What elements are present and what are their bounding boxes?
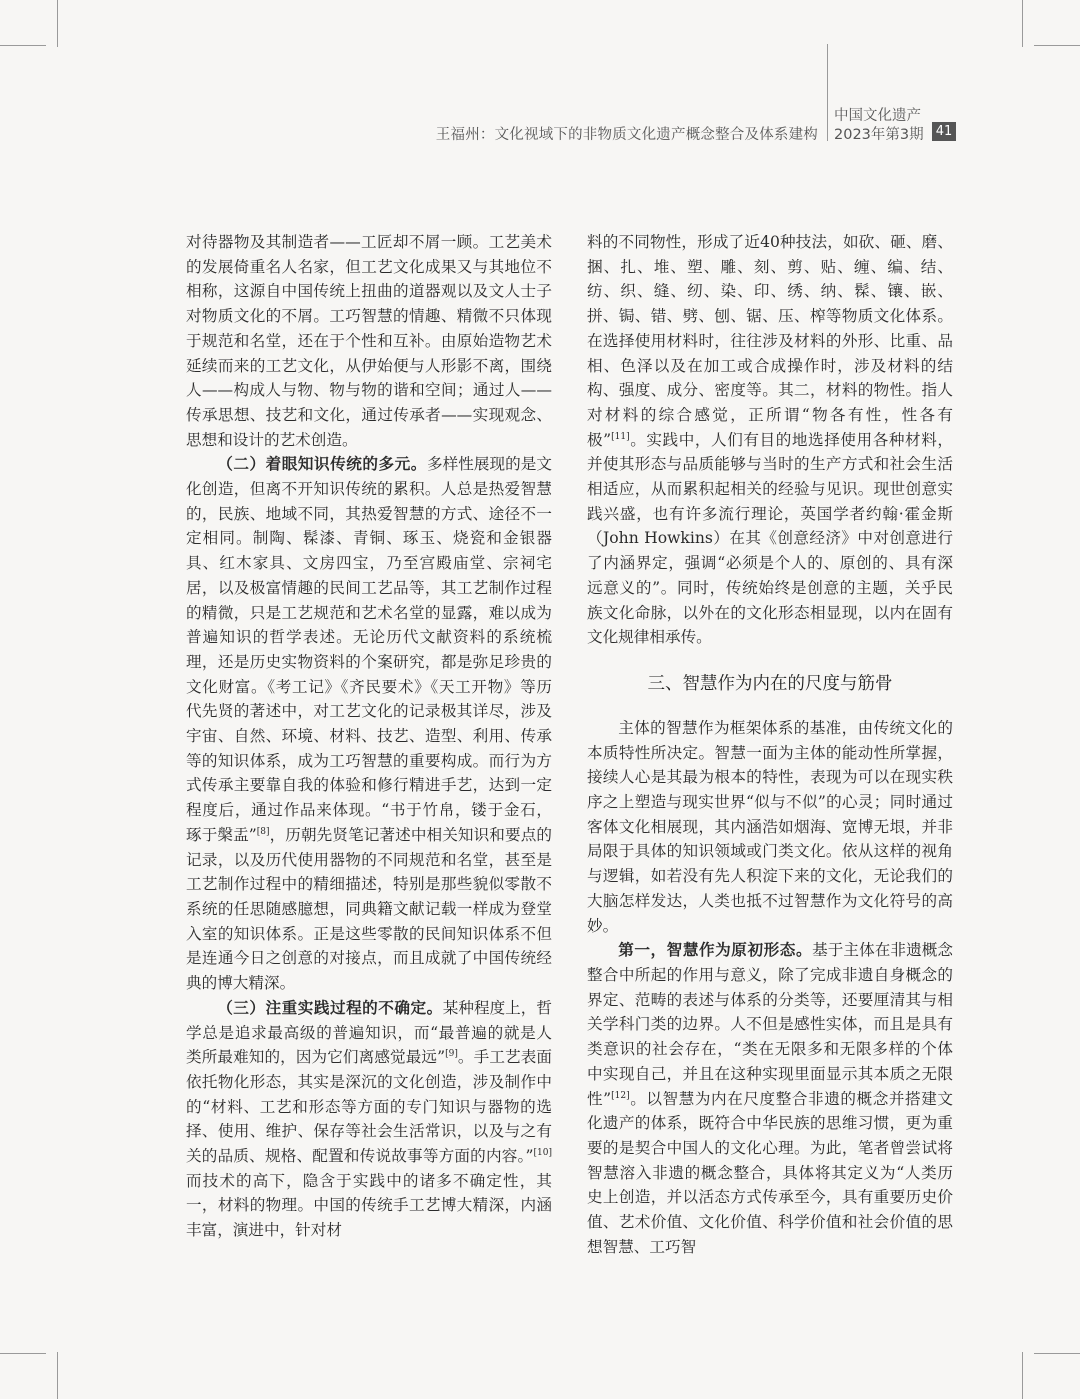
paragraph: 对待器物及其制造者——工匠却不屑一顾。工艺美术的发展倚重名人名家，但工艺文化成果又与其地位不相称，这源自中国传统上扭曲的道器观以及文人士子对物质文化的不屑。工巧智慧的情趣、精微不只体现于规范和名堂，还在于个性和互补。由原始造物艺术延续而来的工艺文化，从伊始便与人形影不离，围绕人——构成人与物、物与物的谐和空间；通过人——传承思想、技艺和文化，通过传承者——实现观念、思想和设计的艺术创造。 bbox=[186, 233, 552, 449]
right-column bbox=[587, 230, 953, 1259]
paragraph-text: ，历朝先贤笔记著述中相关知识和要点的记录，以及历代使用器物的不同规范和名堂，甚至是工艺制作过程中的精细描述，特别是那些貌似零散不系统的任思随感臆想，同典籍文献记载一样成为登堂入室的知识体系。正是这些零散的民间知识体系不但是连通今日之创意的对接点，而且成就了中国传统经典的博大精深。 bbox=[186, 825, 552, 993]
paragraph-text: 。实践中，人们有目的地选择使用各种材料，并使其形态与品质能够与当时的生产方式和社会生活相适应，从而累积起相关的经验与见识。现世创意实践兴盛，也有许多流行理论，英国学者约翰·霍金斯（John Howkins）在其《创意经济》中对创意进行了内涵界定，强调“必须是个人的、原创的、具有深远意义的”。同时，传统始终是创意的主题，关乎民族文化命脉，以外在的文化形态相显现，以内在固有文化规律相承传。 bbox=[587, 430, 953, 647]
subheading-lead: （三）注重实践过程的不确定。 bbox=[217, 997, 443, 1017]
paragraph-text: 料的不同物性，形成了近40种技法，如砍、砸、磨、捆、扎、堆、塑、雕、刻、剪、贴、缠、编、结、纺、织、缝、纫、染、印、绣、纳、髹、镶、嵌、拼、锔、错、劈、刨、锯、压、榨等物质文化体系。在选择使用材料时，往往涉及材料的外形、比重、品相、色泽以及在加工或合成操作时，涉及材料的结构、强度、成分、密度等。其二，材料的物性。指人对材料的综合感觉，正所谓“物各有性，性各有极” bbox=[587, 233, 953, 449]
page-number: 41 bbox=[932, 122, 956, 141]
paragraph bbox=[587, 938, 953, 1259]
header-divider bbox=[827, 44, 828, 141]
issue-label: 2023年第3期 bbox=[834, 127, 924, 143]
citation-ref[interactable]: [10] bbox=[533, 1148, 552, 1159]
left-column bbox=[186, 230, 552, 1243]
section-heading: 三、智慧作为内在的尺度与筋骨 bbox=[647, 673, 893, 694]
crop-mark-top-right-v bbox=[1022, 0, 1023, 47]
paragraph bbox=[186, 996, 552, 1243]
paragraph-text: 某种程度上，哲学总是追求最高级的普遍知识，而“最普遍的就是人类所最难知的，因为它们离感觉最远” bbox=[186, 998, 552, 1067]
crop-mark-bottom-right-h bbox=[1034, 1353, 1080, 1354]
paragraph bbox=[587, 230, 953, 650]
subheading-lead: （二）着眼知识传统的多元。 bbox=[217, 454, 427, 474]
subheading-lead: 第一，智慧作为原初形态。 bbox=[618, 940, 813, 960]
journal-name: 中国文化遗产 bbox=[834, 108, 921, 124]
paragraph-text: 。手工艺表面依托物化形态，其实是深沉的文化创造，涉及制作中的“材料、工艺和形态等方面的专门知识与器物的选择、使用、维护、保存等社会生活常识，以及与之有关的品质、规格、配置和传说故事等方面的内容。” bbox=[186, 1048, 552, 1166]
paragraph-text: 基于主体在非遗概念整合中所起的作用与意义，除了完成非遗自身概念的界定、范畴的表述与体系的分类等，还要厘清其与相关学科门类的边界。人不但是感性实体，而且是具有类意识的社会存在，“类在无限多和无限多样的个体中实现自己，并且在这种实现里面显示其本质之无限性” bbox=[587, 941, 953, 1108]
paragraph-text: 而技术的高下，隐含于实践中的诸多不确定性，其一，材料的物理。中国的传统手工艺博大精深，内涵丰富，演进中，针对材 bbox=[186, 1171, 552, 1240]
crop-mark-bottom-left-h bbox=[0, 1353, 46, 1354]
crop-mark-top-left-h bbox=[0, 45, 46, 46]
crop-mark-bottom-right-v bbox=[1022, 1352, 1023, 1399]
crop-mark-bottom-left-v bbox=[57, 1352, 58, 1399]
citation-ref[interactable]: [8] bbox=[256, 826, 270, 837]
paragraph: 主体的智慧作为框架体系的基准，由传统文化的本质特性所决定。智慧一面为主体的能动性所掌握，接续人心是其最为根本的特性，表现为可以在现实秩序之上塑造与现实世界“似与不似”的心灵；同时通过客体文化相展现，其内涵浩如烟海、宽博无垠，并非局限于具体的知识领域或门类文化。依从这样的视角与逻辑，如若没有先人积淀下来的文化，无论我们的大脑怎样发达，人类也抵不过智慧作为文化符号的高妙。 bbox=[587, 718, 953, 935]
crop-mark-top-left-v bbox=[57, 0, 58, 47]
paragraph-text: 多样性展现的是文化创造，但离不开知识传统的累积。人总是热爱智慧的，民族、地域不同，其热爱智慧的方式、途径不一定相同。制陶、髹漆、青铜、琢玉、烧瓷和金银器具、红木家具、文房四宝，乃至宫殿庙堂、宗祠宅居，以及极富情趣的民间工艺品等，其工艺制作过程的精微，只是工艺规范和艺术名堂的显露，难以成为普遍知识的哲学表述。无论历代文献资料的系统梳理，还是历史实物资料的个案研究，都是弥足珍贵的文化财富。《考工记》《齐民要术》《天工开物》等历代先贤的著述中，对工艺文化的记录极其详尽，涉及宇宙、自然、环境、材料、技艺、造型、利用、传承等的知识体系，成为工巧智慧的重要构成。而行为方式传承主要靠自我的体验和修行精进手艺，达到一定程度后，通过作品来体现。“书于竹帛，镂于金石，琢于槃盂” bbox=[186, 455, 552, 844]
citation-ref[interactable]: [12] bbox=[611, 1090, 630, 1101]
running-title: 王福州：文化视域下的非物质文化遗产概念整合及体系建构 bbox=[435, 127, 818, 143]
crop-mark-top-right-h bbox=[1034, 45, 1080, 46]
paragraph-text: 。以智慧为内在尺度整合非遗的概念并搭建文化遗产的体系，既符合中华民族的思维习惯，更为重要的是契合中国人的文化心理。为此，笔者曾尝试将智慧溶入非遗的概念整合，具体将其定义为“人类历史上创造，并以活态方式传承至今，具有重要历史价值、艺术价值、文化价值、科学价值和社会价值的思想智慧、工巧智 bbox=[587, 1089, 953, 1256]
paragraph bbox=[186, 452, 552, 995]
citation-ref[interactable]: [11] bbox=[611, 431, 630, 442]
citation-ref[interactable]: [9] bbox=[445, 1049, 458, 1060]
